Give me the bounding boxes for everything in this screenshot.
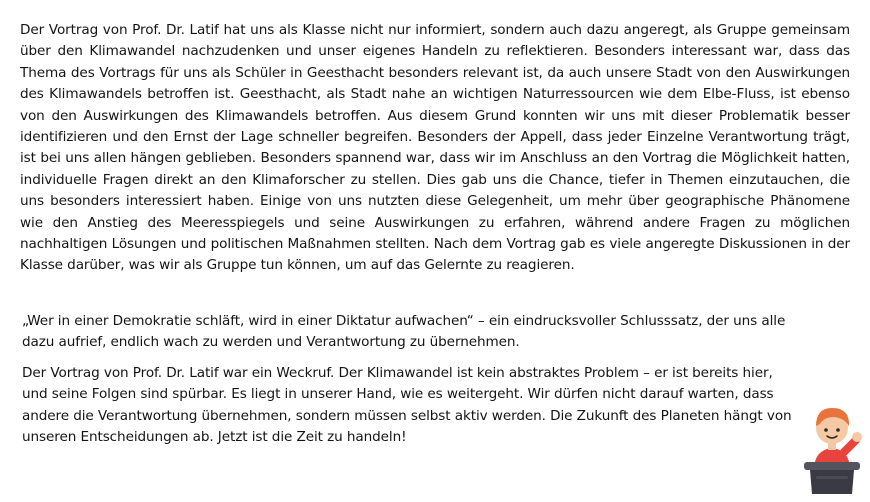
- intro-paragraph: Der Vortrag von Prof. Dr. Latif hat uns als Klasse nicht nur informiert, sondern auch dazu angeregt, als Gruppe gemeinsam über den Klimawandel nachzudenken und unser eigenes Handeln zu reflektieren. Besonders interessant war, dass das Thema des Vortrags für uns als Schüler in Geesthacht besonders relevant ist, da auch unsere Stadt von den Auswirkungen des Klimawandels betroffen ist. Geesthacht, als Stadt nahe an wichtigen Naturressourcen wie dem Elbe-Fluss, ist ebenso von den Auswirkungen des Klimawandels betroffen. Aus diesem Grund konnten wir uns mit dieser Problematik besser identifizieren und den Ernst der Lage schneller begreifen. Besonders der Appell, dass jeder Einzelne Verantwortung trägt, ist bei uns allen hängen geblieben. Besonders spannend war, dass wir im Anschluss an den Vortrag die Möglichkeit hatten, individuelle Fragen direkt an den Klimaforscher zu stellen. Dies gab uns die Chance, tiefer in Themen einzutauchen, die uns besonders interessiert haben. Einige von uns nutzten diese Gelegenheit, um mehr über geographische Phänomene wie den Anstieg des Meeresspiegels und seine Auswirkungen zu erfahren, während andere Fragen zu möglichen nachhaltigen Lösungen und politischen Maßnahmen stellten. Nach dem Vortrag gab es viele angeregte Diskussionen in der Klasse darüber, was wir als Gruppe tun können, um auf das Gelernte zu reagieren.: [20, 22, 850, 274]
- conclusion-paragraph: Der Vortrag von Prof. Dr. Latif war ein Weckruf. Der Klimawandel ist kein abstraktes Problem – er ist bereits hier, und seine Folgen sind spürbar. Es liegt in unserer Hand, wie es weitergeht. Wir dürfen nicht darauf warten, dass andere die Verantwortung übernehmen, sondern müssen selbst aktiv werden. Die Zukunft des Planeten hängt von unseren Entscheidungen ab. Jetzt ist die Zeit zu handeln!: [22, 365, 792, 446]
- quote-paragraph: „Wer in einer Demokratie schläft, wird in einer Diktatur aufwachen“ – ein eindrucksvoller Schlusssatz, der uns alle dazu aufrief, endlich wach zu werden und Verantwortung zu übernehmen.: [22, 313, 786, 351]
- speaker-at-podium-icon: [798, 400, 868, 496]
